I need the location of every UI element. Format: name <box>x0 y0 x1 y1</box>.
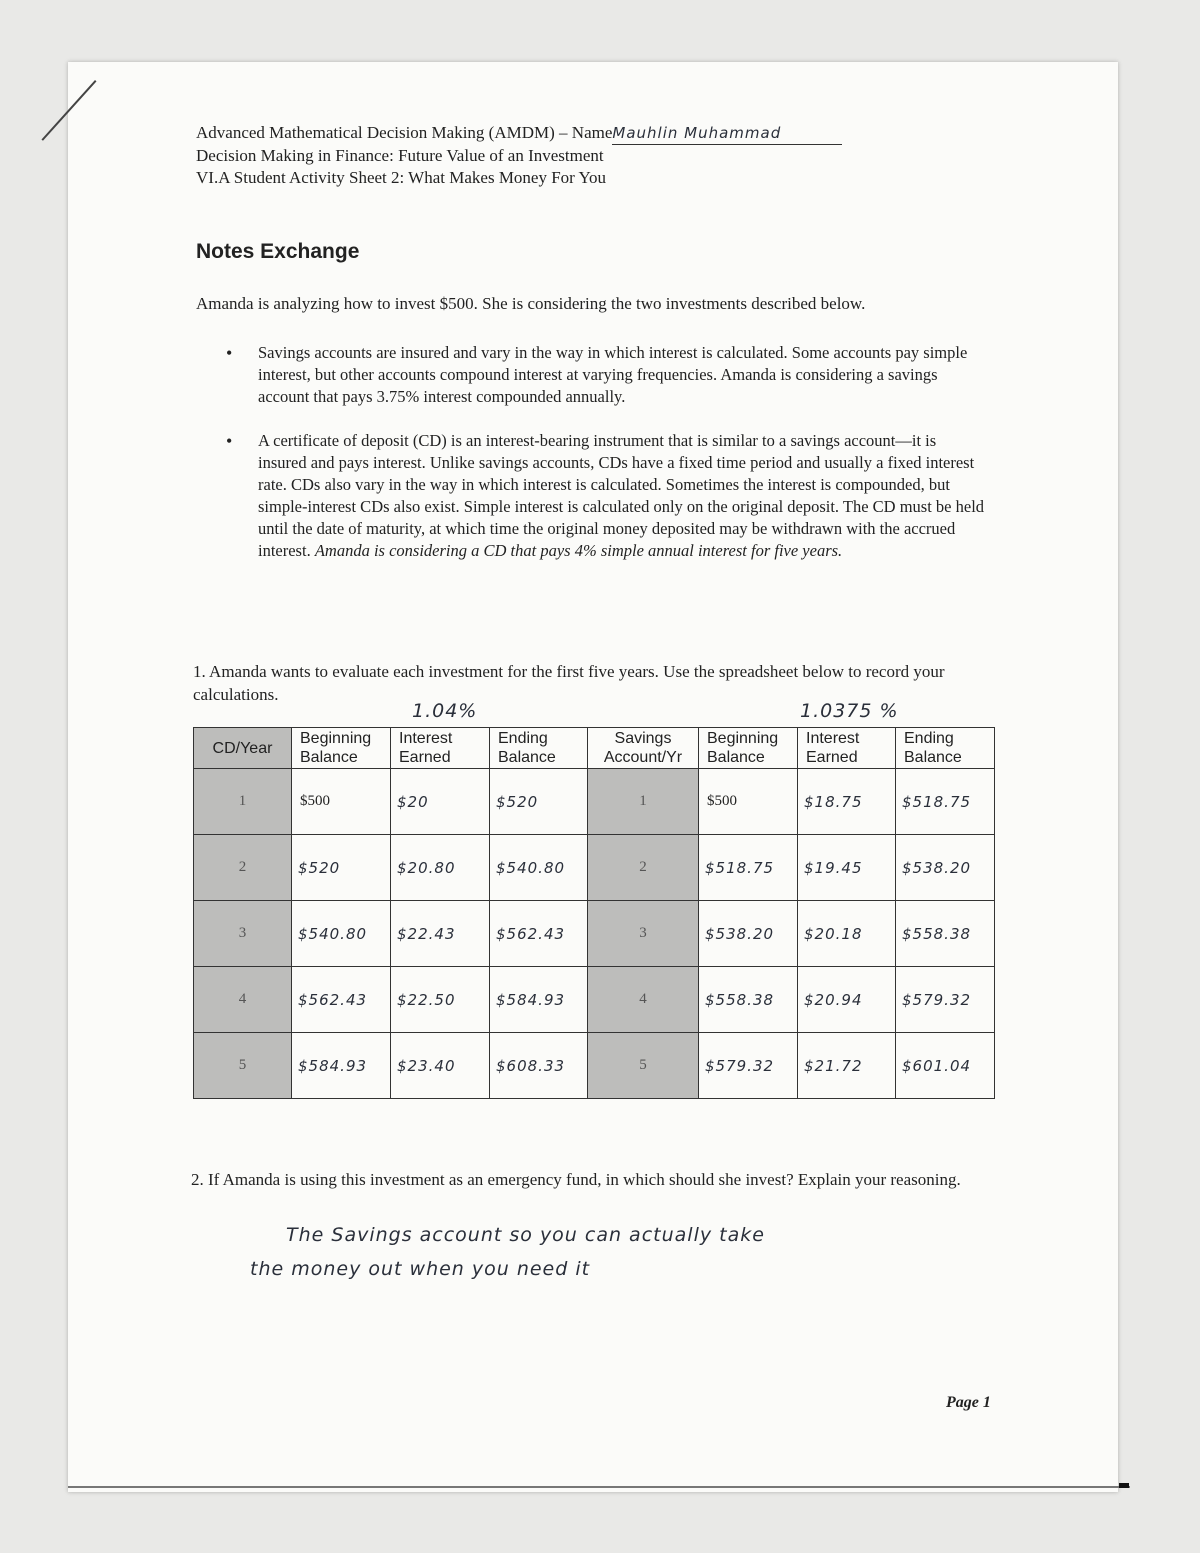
cd-ending-cell[interactable]: $520 <box>490 769 588 835</box>
bottom-rule <box>68 1486 1130 1488</box>
header-cd-interest-earned: Interest Earned <box>391 728 490 769</box>
student-name-field: Mauhlin Muhammad <box>612 122 842 145</box>
cd-beginning-cell[interactable]: $500 <box>292 769 391 835</box>
table-row <box>194 901 995 967</box>
table-row <box>194 835 995 901</box>
cd-interest-cell[interactable]: $20.80 <box>391 835 490 901</box>
handwritten-savings-rate: 1.0375 % <box>800 700 899 722</box>
handwritten-answer[interactable] <box>250 1218 970 1286</box>
savings-year-cell: 1 <box>588 769 699 835</box>
header-cd-year: CD/Year <box>194 728 292 769</box>
bullet-cd: • A certificate of deposit (CD) is an interest-bearing instrument that is similar to a savings account—it is insured and pays interest. Unlike savings accounts, CDs have a fixed time period and usually a fixed interest rate. CDs also vary in the way in which interest is calculated. Sometimes the interest is compounded, but simple-interest CDs also exist. Simple interest is calculated only on the original deposit. The CD must be held until the date of maturity, at which time the original money deposited may be withdrawn with the accrued interest. Amanda is considering a CD that pays 4% simple annual interest for five years. <box>226 430 986 562</box>
cd-interest-cell[interactable]: $22.50 <box>391 967 490 1033</box>
cd-year-cell: 3 <box>194 901 292 967</box>
table-row <box>194 1033 995 1099</box>
page-number: Page 1 <box>946 1394 991 1411</box>
header-savings-interest-earned: Interest Earned <box>798 728 896 769</box>
savings-interest-cell[interactable]: $19.45 <box>798 835 896 901</box>
savings-ending-cell[interactable]: $518.75 <box>896 769 995 835</box>
savings-year-cell: 3 <box>588 901 699 967</box>
cd-ending-cell[interactable]: $562.43 <box>490 901 588 967</box>
savings-beginning-cell[interactable]: $579.32 <box>699 1033 798 1099</box>
savings-beginning-cell[interactable]: $538.20 <box>699 901 798 967</box>
sheet-line: VI.A Student Activity Sheet 2: What Makes Money For You <box>196 168 607 187</box>
cd-interest-cell[interactable]: $23.40 <box>391 1033 490 1099</box>
header-savings-ending-balance: Ending Balance <box>896 728 995 769</box>
header-savings-beginning-balance: Beginning Balance <box>699 728 798 769</box>
scan-mark <box>1119 1483 1129 1488</box>
savings-ending-cell[interactable]: $601.04 <box>896 1033 995 1099</box>
investment-bullets <box>226 342 986 584</box>
cd-year-cell: 1 <box>194 769 292 835</box>
savings-ending-cell[interactable]: $558.38 <box>896 901 995 967</box>
cd-year-cell: 4 <box>194 967 292 1033</box>
cd-beginning-cell[interactable]: $562.43 <box>292 967 391 1033</box>
savings-ending-cell[interactable]: $538.20 <box>896 835 995 901</box>
table-header-row <box>194 728 995 769</box>
investment-spreadsheet <box>193 727 995 1099</box>
savings-interest-cell[interactable]: $20.94 <box>798 967 896 1033</box>
savings-year-cell: 2 <box>588 835 699 901</box>
cd-beginning-cell[interactable]: $520 <box>292 835 391 901</box>
savings-interest-cell[interactable]: $21.72 <box>798 1033 896 1099</box>
savings-ending-cell[interactable]: $579.32 <box>896 967 995 1033</box>
unit-line: Decision Making in Finance: Future Value of an Investment <box>196 146 604 165</box>
header-cd-ending-balance: Ending Balance <box>490 728 588 769</box>
handwritten-cd-rate: 1.04% <box>412 700 478 722</box>
cd-year-cell: 5 <box>194 1033 292 1099</box>
course-line: Advanced Mathematical Decision Making (AMDM) – NameMauhlin Muhammad <box>196 122 842 145</box>
answer-line-1: The Savings account so you can actually take <box>286 1224 765 1246</box>
header-savings-year: Savings Account/Yr <box>588 728 699 769</box>
savings-interest-cell[interactable]: $18.75 <box>798 769 896 835</box>
cd-year-cell: 2 <box>194 835 292 901</box>
cd-ending-cell[interactable]: $540.80 <box>490 835 588 901</box>
header-cd-beginning-balance: Beginning Balance <box>292 728 391 769</box>
savings-interest-cell[interactable]: $20.18 <box>798 901 896 967</box>
table-row <box>194 967 995 1033</box>
savings-year-cell: 5 <box>588 1033 699 1099</box>
savings-beginning-cell[interactable]: $500 <box>699 769 798 835</box>
intro-paragraph: Amanda is analyzing how to invest $500. She is considering the two investments described below. <box>196 294 866 313</box>
cd-interest-cell[interactable]: $20 <box>391 769 490 835</box>
cd-beginning-cell[interactable]: $584.93 <box>292 1033 391 1099</box>
savings-beginning-cell[interactable]: $558.38 <box>699 967 798 1033</box>
cd-ending-cell[interactable]: $608.33 <box>490 1033 588 1099</box>
savings-year-cell: 4 <box>588 967 699 1033</box>
bullet-savings: • Savings accounts are insured and vary in the way in which interest is calculated. Some accounts pay simple interest, but other accounts compound interest at varying frequencies. Amanda is considering a savings account that pays 3.75% interest compounded annually. <box>226 342 986 408</box>
savings-beginning-cell[interactable]: $518.75 <box>699 835 798 901</box>
question-1: 1. Amanda wants to evaluate each investment for the first five years. Use the spreadsheet below to record your calculations. <box>193 662 945 704</box>
section-title: Notes Exchange <box>196 240 360 263</box>
question-2: 2. If Amanda is using this investment as an emergency fund, in which should she invest? Explain your reasoning. <box>191 1170 961 1189</box>
answer-line-2: the money out when you need it <box>250 1258 591 1280</box>
cd-beginning-cell[interactable]: $540.80 <box>292 901 391 967</box>
worksheet-header <box>196 122 842 189</box>
cd-ending-cell[interactable]: $584.93 <box>490 967 588 1033</box>
cd-interest-cell[interactable]: $22.43 <box>391 901 490 967</box>
table-row <box>194 769 995 835</box>
